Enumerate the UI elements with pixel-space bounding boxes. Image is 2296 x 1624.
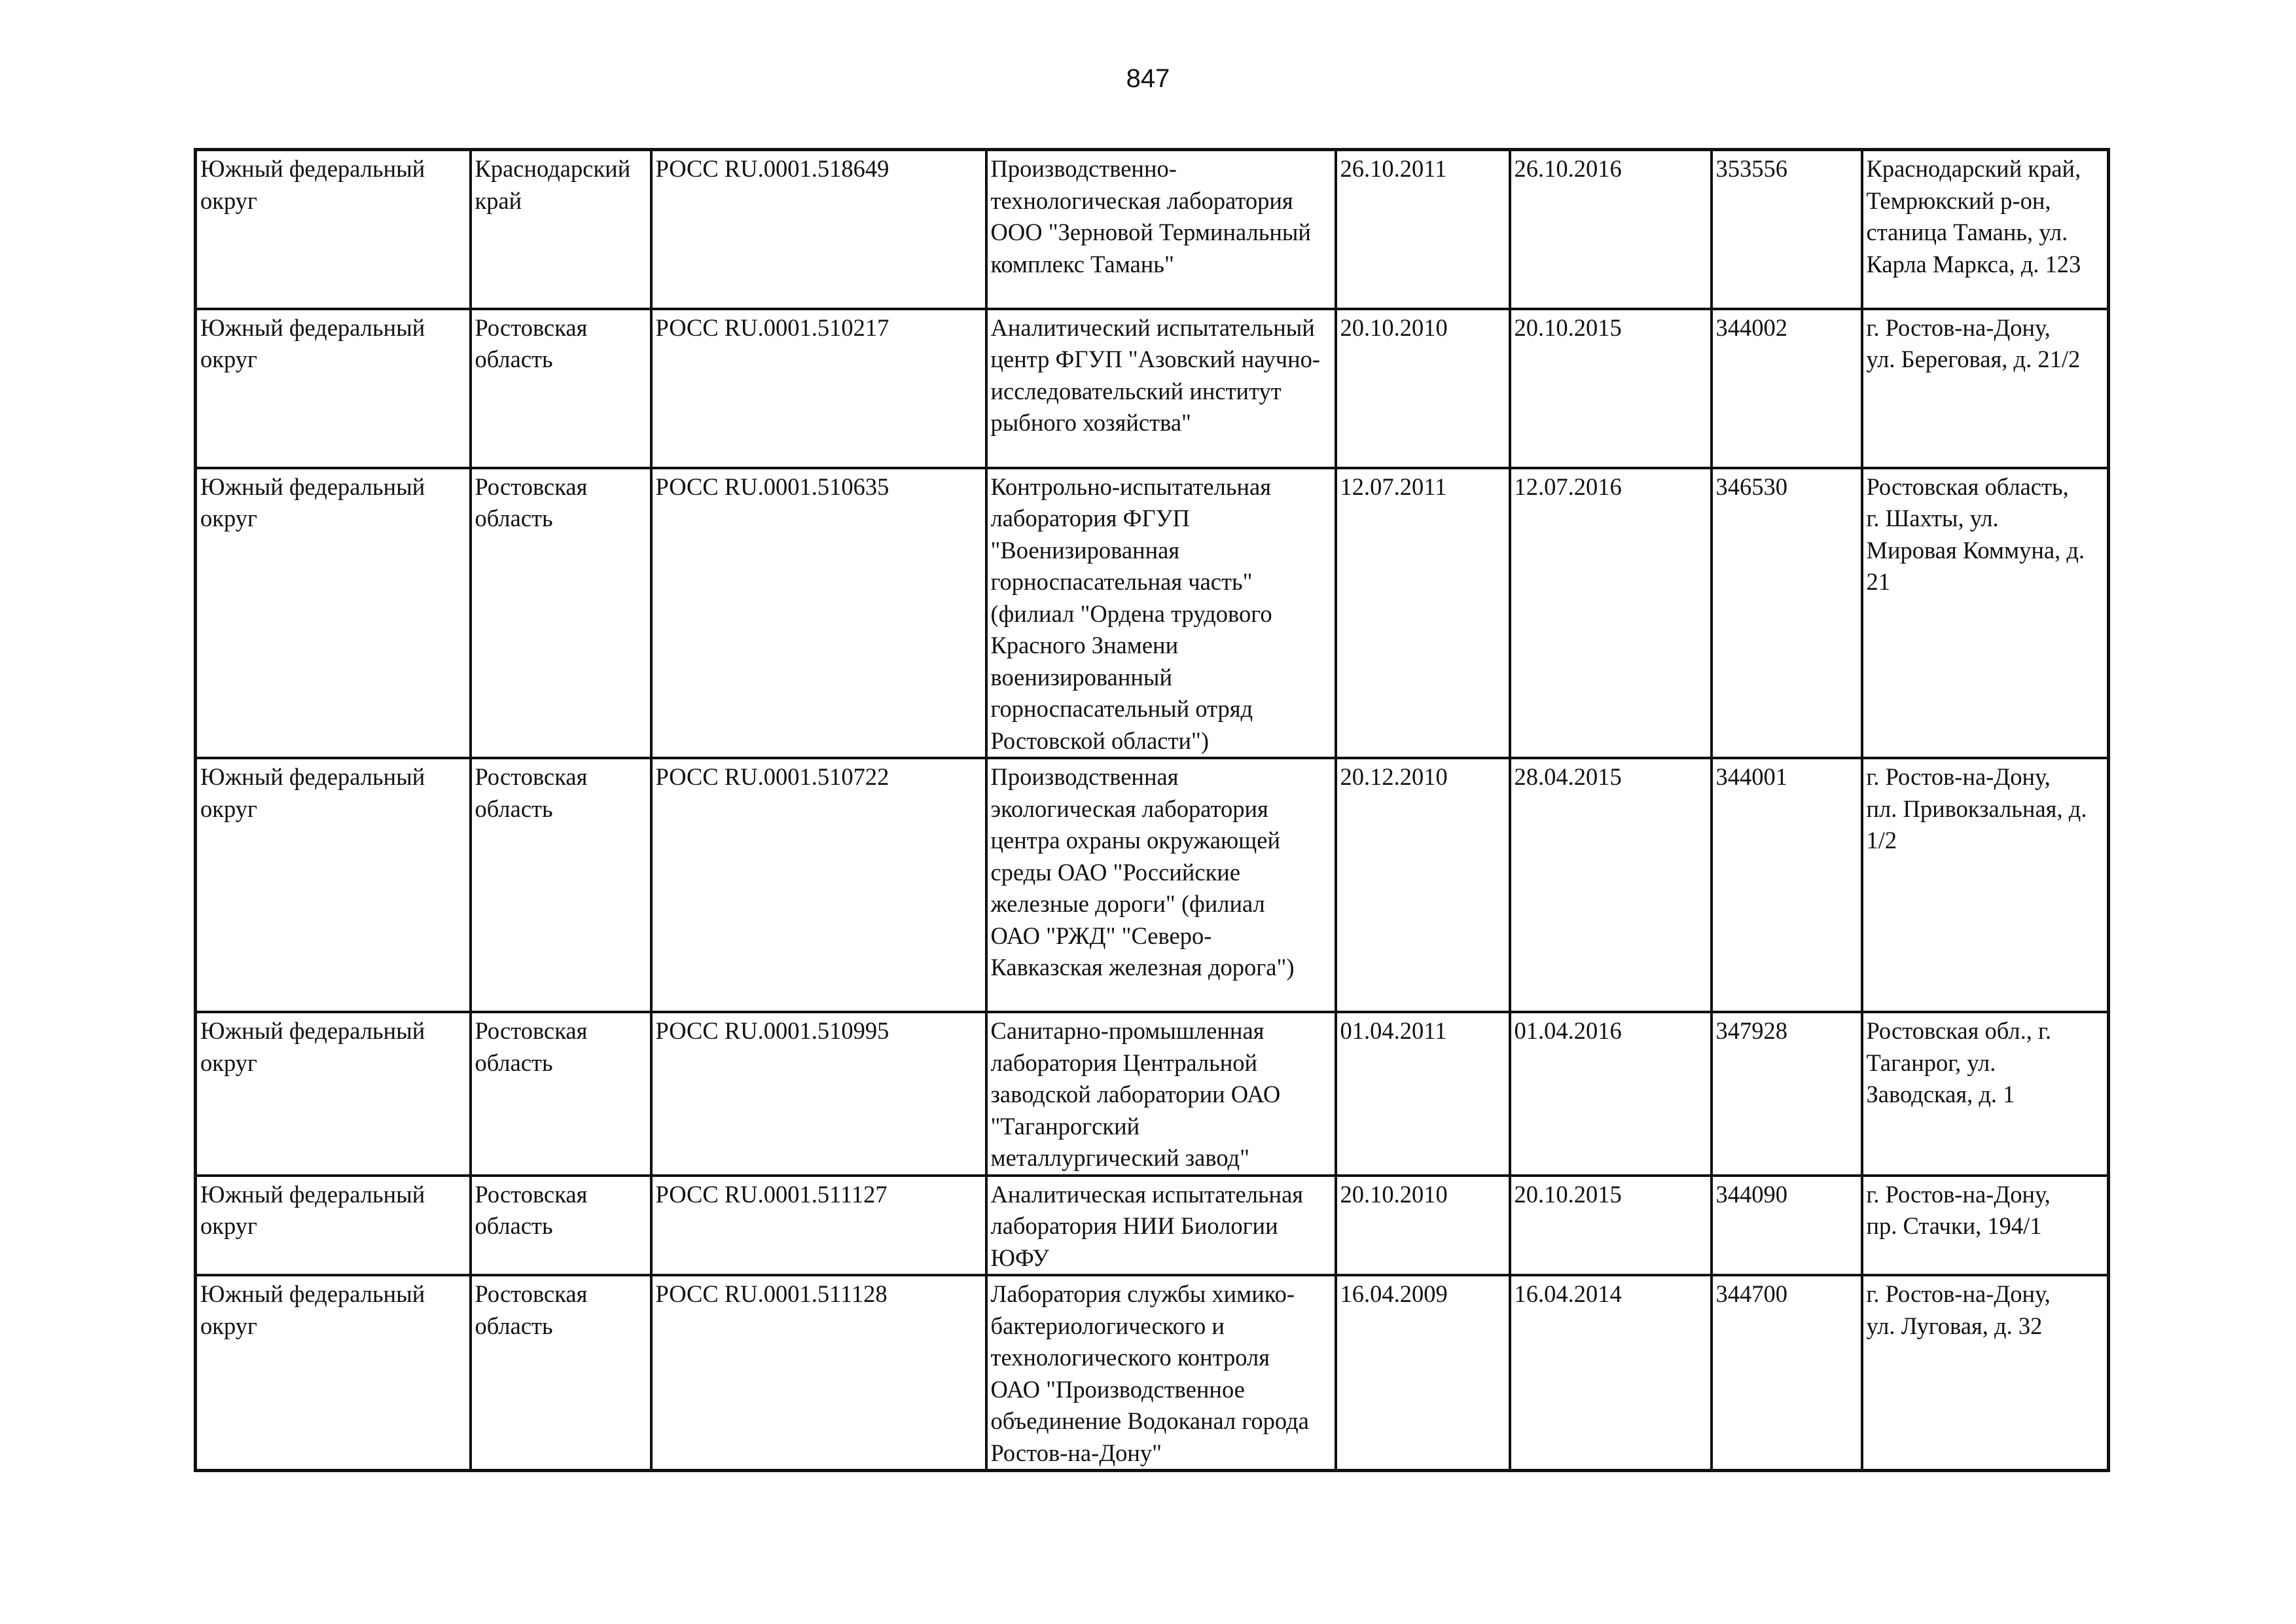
district-cell: Южный федеральный округ [196,758,471,1012]
organization-cell: Аналитический испытательный центр ФГУП "Азовский научно- исследовательский институт рыбного хозяйства" [986,309,1336,468]
address-cell: г. Ростов-на-Дону, ул. Береговая, д. 21/2 [1862,309,2109,468]
organization-cell: Санитарно-промышленная лаборатория Центральной заводской лаборатории ОАО "Таганрогский металлургический завод" [986,1012,1336,1176]
district-cell: Южный федеральный округ [196,1176,471,1276]
table-row [196,758,2109,1012]
table-row [196,309,2109,468]
table-row [196,150,2109,309]
district-cell: Южный федеральный округ [196,468,471,759]
certificate-cell: РОСС RU.0001.511128 [651,1275,986,1471]
certificate-cell: РОСС RU.0001.510217 [651,309,986,468]
region-cell: Ростовская область [471,309,651,468]
table-row [196,1012,2109,1176]
date-from-cell: 20.12.2010 [1336,758,1510,1012]
date-to-cell: 01.04.2016 [1510,1012,1712,1176]
region-cell: Ростовская область [471,758,651,1012]
region-cell: Ростовская область [471,1012,651,1176]
address-cell: Краснодарский край, Темрюкский р-он, станица Тамань, ул. Карла Маркса, д. 123 [1862,150,2109,309]
certificate-cell: РОСС RU.0001.510722 [651,758,986,1012]
date-from-cell: 12.07.2011 [1336,468,1510,759]
date-from-cell: 20.10.2010 [1336,1176,1510,1276]
laboratory-registry-table [194,148,2110,1472]
district-cell: Южный федеральный округ [196,1012,471,1176]
district-cell: Южный федеральный округ [196,309,471,468]
postal-code-cell: 344002 [1712,309,1862,468]
region-cell: Ростовская область [471,1275,651,1471]
district-cell: Южный федеральный округ [196,1275,471,1471]
date-to-cell: 20.10.2015 [1510,1176,1712,1276]
date-from-cell: 01.04.2011 [1336,1012,1510,1176]
postal-code-cell: 344700 [1712,1275,1862,1471]
address-cell: Ростовская область, г. Шахты, ул. Мировая Коммуна, д. 21 [1862,468,2109,759]
certificate-cell: РОСС RU.0001.511127 [651,1176,986,1276]
postal-code-cell: 344001 [1712,758,1862,1012]
postal-code-cell: 344090 [1712,1176,1862,1276]
postal-code-cell: 353556 [1712,150,1862,309]
date-to-cell: 26.10.2016 [1510,150,1712,309]
region-cell: Ростовская область [471,1176,651,1276]
address-cell: г. Ростов-на-Дону, ул. Луговая, д. 32 [1862,1275,2109,1471]
certificate-cell: РОСС RU.0001.518649 [651,150,986,309]
date-to-cell: 20.10.2015 [1510,309,1712,468]
district-cell: Южный федеральный округ [196,150,471,309]
address-cell: г. Ростов-на-Дону, пр. Стачки, 194/1 [1862,1176,2109,1276]
certificate-cell: РОСС RU.0001.510635 [651,468,986,759]
date-from-cell: 26.10.2011 [1336,150,1510,309]
table-row [196,468,2109,759]
organization-cell: Аналитическая испытательная лаборатория НИИ Биологии ЮФУ [986,1176,1336,1276]
date-to-cell: 28.04.2015 [1510,758,1712,1012]
date-from-cell: 16.04.2009 [1336,1275,1510,1471]
date-to-cell: 12.07.2016 [1510,468,1712,759]
organization-cell: Производственно- технологическая лаборатория ООО "Зерновой Терминальный комплекс Тамань" [986,150,1336,309]
organization-cell: Контрольно-испытательная лаборатория ФГУП "Военизированная горноспасательная часть" (филиал "Ордена трудового Красного Знамени военизированный горноспасательный отряд Ростовской области") [986,468,1336,759]
date-from-cell: 20.10.2010 [1336,309,1510,468]
address-cell: г. Ростов-на-Дону, пл. Привокзальная, д. 1/2 [1862,758,2109,1012]
postal-code-cell: 346530 [1712,468,1862,759]
table-row [196,1176,2109,1276]
organization-cell: Лаборатория службы химико- бактериологического и технологического контроля ОАО "Производственное объединение Водоканал города Ростов-на-Дону" [986,1275,1336,1471]
region-cell: Ростовская область [471,468,651,759]
organization-cell: Производственная экологическая лаборатория центра охраны окружающей среды ОАО "Российские железные дороги" (филиал ОАО "РЖД" "Северо- Кавказская железная дорога") [986,758,1336,1012]
page-number: 847 [1126,64,1170,93]
address-cell: Ростовская обл., г. Таганрог, ул. Заводская, д. 1 [1862,1012,2109,1176]
postal-code-cell: 347928 [1712,1012,1862,1176]
date-to-cell: 16.04.2014 [1510,1275,1712,1471]
certificate-cell: РОСС RU.0001.510995 [651,1012,986,1176]
table-row [196,1275,2109,1471]
region-cell: Краснодарский край [471,150,651,309]
